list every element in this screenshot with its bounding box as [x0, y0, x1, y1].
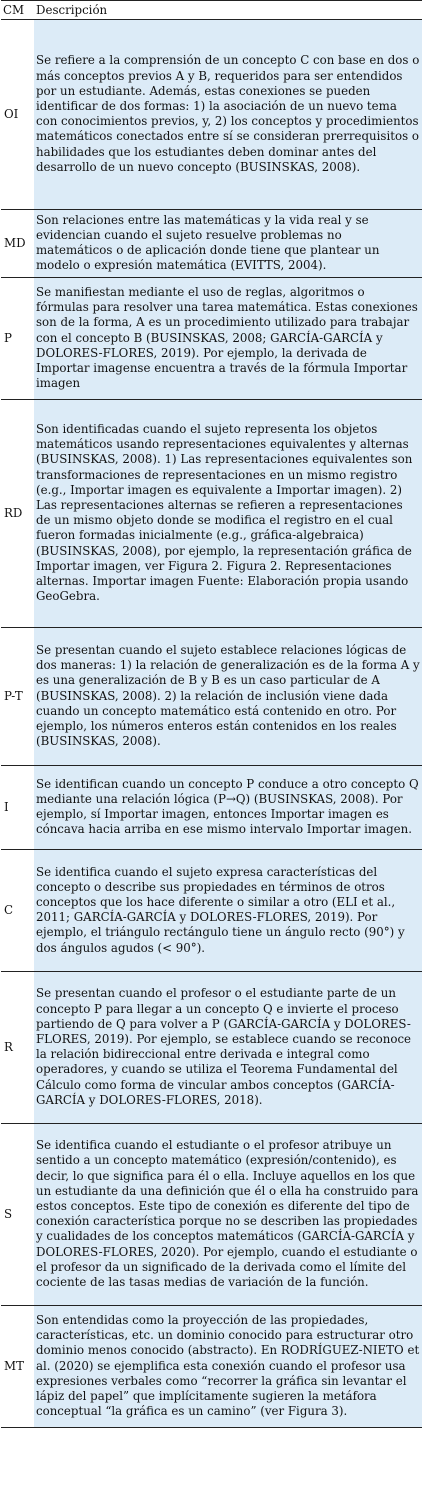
table-header-row	[1, 1, 422, 20]
description-cell: Se manifiestan mediante el uso de reglas, algoritmos o fórmulas para resolver una tarea matemática. Estas conexiones son de la forma, A es un procedimiento utilizado para trabajar con el concepto B (BUSINSKAS, 2008; GARCÍA-GARCÍA y DOLORES-FLORES, 2019). Por ejemplo, la derivada de Importar imagense encuentra a través de la fórmula Importar imagen	[34, 278, 422, 400]
description-cell: Son relaciones entre las matemáticas y la vida real y se evidencian cuando el sujeto resuelve problemas no matemáticos o de aplicación donde tiene que plantear un modelo o expresión matemática (EVITTS, 2004).	[34, 210, 422, 278]
description-cell: Se presentan cuando el profesor o el estudiante parte de un concepto P para llegar a un concepto Q e invierte el proceso partiendo de Q para volver a P (GARCÍA-GARCÍA y DOLORES-FLORES, 2019). Por ejemplo, se establece cuando se reconoce la relación bidireccional entre derivada e integral como operadores, y cuando se utiliza el Teorema Fundamental del Cálculo como forma de vincular ambos conceptos (GARCÍA-GARCÍA y DOLORES-FLORES, 2018).	[34, 972, 422, 1124]
connections-table	[1, 0, 422, 1428]
table-row	[1, 1124, 422, 1306]
cm-cell: C	[1, 850, 34, 972]
table-row	[1, 1306, 422, 1428]
description-cell: Se refiere a la comprensión de un concepto C con base en dos o más conceptos previos A y B, requeridos para ser entendidos por un estudiante. Además, estas conexiones se pueden identificar de dos formas: 1) la asociación de un nuevo tema con conocimientos previos, y, 2) los conceptos y procedimientos matemáticos conectados entre sí se consideran prerrequisitos o habilidades que los estudiantes deben dominar antes del desarrollo de un nuevo concepto (BUSINSKAS, 2008).	[34, 20, 422, 210]
cm-cell: MD	[1, 210, 34, 278]
cm-cell: OI	[1, 20, 34, 210]
description-cell: Se presentan cuando el sujeto establece relaciones lógicas de dos maneras: 1) la relación de generalización es de la forma A y es una generalización de B y B es un caso particular de A (BUSINSKAS, 2008). 2) la relación de inclusión viene dada cuando un concepto matemático está contenido en otro. Por ejemplo, los números enteros están contenidos en los reales (BUSINSKAS, 2008).	[34, 628, 422, 766]
description-cell: Son entendidas como la proyección de las propiedades, características, etc. un dominio conocido para estructurar otro dominio menos conocido (abstracto). En RODRÍGUEZ-NIETO et al. (2020) se ejemplifica esta conexión cuando el profesor usa expresiones verbales como “recorrer la gráfica sin levantar el lápiz del papel” que implícitamente sugieren la metáfora conceptual “la gráfica es un camino” (ver Figura 3).	[34, 1306, 422, 1428]
table-row	[1, 766, 422, 850]
table-row	[1, 972, 422, 1124]
table-row	[1, 400, 422, 628]
cm-cell: S	[1, 1124, 34, 1306]
table-row	[1, 20, 422, 210]
cm-cell: P-T	[1, 628, 34, 766]
cm-cell: RD	[1, 400, 34, 628]
header-cm: CM	[3, 3, 25, 17]
table-row	[1, 210, 422, 278]
description-cell: Se identifican cuando un concepto P conduce a otro concepto Q mediante una relación lógica (P→Q) (BUSINSKAS, 2008). Por ejemplo, sí Importar imagen, entonces Importar imagen es cóncava hacia arriba en ese mismo intervalo Importar imagen.	[34, 766, 422, 850]
cm-cell: R	[1, 972, 34, 1124]
cm-cell: MT	[1, 1306, 34, 1428]
table-row	[1, 850, 422, 972]
table-row	[1, 628, 422, 766]
table-row	[1, 278, 422, 400]
cm-cell: P	[1, 278, 34, 400]
cm-cell: I	[1, 766, 34, 850]
description-cell: Se identifica cuando el estudiante o el profesor atribuye un sentido a un concepto matemático (expresión/contenido), es decir, lo que significa para él o ella. Incluye aquellos en los que un estudiante da una definición que él o ella ha construido para estos conceptos. Este tipo de conexión es diferente del tipo de conexión característica porque no se describen las propiedades y cualidades de los conceptos matemáticos (GARCÍA-GARCÍA y DOLORES-FLORES, 2020). Por ejemplo, cuando el estudiante o el profesor da un significado de la derivada como el límite del cociente de las tasas medias de variación de la función.	[34, 1124, 422, 1306]
description-cell: Se identifica cuando el sujeto expresa características del concepto o describe sus propiedades en términos de otros conceptos que los hace diferente o similar a otro (ELI et al., 2011; GARCÍA-GARCÍA y DOLORES-FLORES, 2019). Por ejemplo, el triángulo rectángulo tiene un ángulo recto (90°) y dos ángulos agudos (< 90°).	[34, 850, 422, 972]
header-description: Descripción	[34, 1, 422, 20]
description-cell: Son identificadas cuando el sujeto representa los objetos matemáticos usando representaciones equivalentes y alternas (BUSINSKAS, 2008). 1) Las representaciones equivalentes son transformaciones de representaciones en un mismo registro (e.g., Importar imagen es equivalente a Importar imagen). 2) Las representaciones alternas se refieren a representaciones de un mismo objeto donde se modifica el registro en el cual fueron formadas inicialmente (e.g., gráfica-algebraica) (BUSINSKAS, 2008), por ejemplo, la representación gráfica de Importar imagen, ver Figura 2. Figura 2. Representaciones alternas. Importar imagen Fuente: Elaboración propia usando GeoGebra.	[34, 400, 422, 628]
